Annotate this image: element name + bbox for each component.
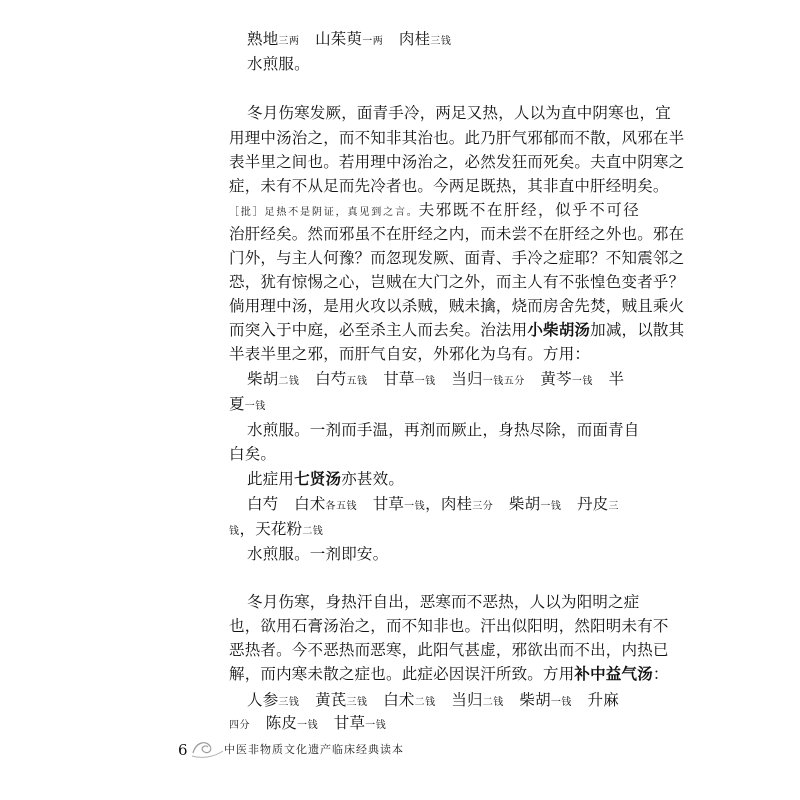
text-segment: 水煎服。一剂即安。 [247, 545, 389, 563]
text-segment: 白芍 [299, 370, 347, 388]
text-segment: 治肝经矣。然而邪虽不在肝经之内，而未尝不在肝经之外也。邪在 [229, 225, 685, 243]
text-line [229, 126, 685, 150]
dosage-annotation: 一钱 [540, 501, 562, 512]
text-line [247, 542, 639, 566]
text-segment: 柴胡 [493, 495, 541, 513]
text-segment: 而突入于中庭，必至杀主人而去矣。治法用 [229, 321, 528, 339]
text-line [229, 662, 669, 686]
text-line [229, 246, 685, 270]
dosage-annotation: 三钱 [346, 697, 368, 708]
text-segment: 半表半里之邪，而肝气自安，外邪化为乌有。方用： [229, 345, 591, 363]
dosage-annotation: 一钱 [414, 376, 436, 387]
text-line [247, 367, 639, 394]
text-line [229, 392, 639, 419]
text-segment: 升麻 [571, 691, 619, 709]
text-segment: 倘用理中汤，是用火攻以杀贼，贼未擒，烧而房舍先焚，贼且乘火 [229, 297, 685, 315]
text-segment: 此症用 [247, 470, 295, 488]
dosage-annotation: 一钱 [550, 697, 572, 708]
text-line [247, 27, 639, 54]
text-segment: 丹皮 [561, 495, 609, 513]
formula-name: 补中益气汤 [574, 664, 653, 683]
text-line [229, 294, 685, 318]
text-segment: 症，未有不从足而先冷者也。今两足既热，其非直中肝经明矣。 [229, 177, 669, 195]
formula-name: 七贤汤 [294, 469, 342, 488]
text-segment: 柴胡 [247, 370, 279, 388]
text-segment: 表半里之间也。若用理中汤治之，必然发狂而死矣。夫直中阴寒之 [229, 153, 685, 171]
dosage-annotation: 一钱 [244, 401, 266, 412]
text-line [229, 222, 685, 246]
text-segment: ： [652, 665, 669, 683]
text-segment: 恶热者。今不恶热而恶寒，此阳气甚虚，邪欲出而不出，内热已 [229, 641, 669, 659]
dosage-annotation: 二钱 [414, 697, 436, 708]
text-line [229, 174, 669, 198]
text-segment: 陈皮 [250, 714, 298, 732]
text-line [229, 318, 685, 342]
text-segment: 白芍 白术 [247, 495, 326, 513]
formula-name: 小柴胡汤 [527, 320, 591, 339]
text-segment: 熟地 [247, 30, 279, 48]
dosage-annotation: 三钱 [430, 36, 452, 47]
text-segment: 冬月伤寒，身热汗自出，恶寒而不恶热，人以为阳明之症 [247, 593, 640, 611]
dosage-annotation: 三分 [472, 501, 494, 512]
commentary-note: ［批］足热不是阴证，真见到之言。 [229, 207, 419, 218]
text-segment: 解，而内寒未散之症也。此症必因误汗所致。方用 [229, 665, 575, 683]
text-segment: 白术 [367, 691, 415, 709]
text-line [229, 638, 669, 662]
text-line [247, 467, 639, 491]
text-segment: 黄芩 [524, 370, 572, 388]
text-line [229, 150, 685, 174]
dosage-annotation: 一钱 [297, 720, 319, 731]
footer-ornament-icon [190, 738, 224, 760]
text-segment: 水煎服。一剂而手温，再剂而厥止，身热尽除，而面青自 [247, 421, 640, 439]
text-segment: 肉桂 [383, 30, 431, 48]
text-segment: 半 [592, 370, 625, 388]
text-line [247, 101, 671, 125]
dosage-annotation: 五钱 [346, 376, 368, 387]
dosage-annotation: 各五钱 [325, 501, 358, 512]
text-segment: 当归 [435, 370, 483, 388]
text-segment: 门外，与主人何豫？而忽现发厥、面青、手冷之症耶？不知震邻之 [229, 249, 685, 267]
text-line [229, 711, 639, 738]
text-segment: 柴胡 [503, 691, 551, 709]
text-line [229, 270, 685, 294]
dosage-annotation: 一钱 [365, 720, 387, 731]
text-line [247, 418, 639, 442]
text-segment: 白矣。 [229, 445, 277, 463]
text-segment: 夫邪既不在肝经，似乎不可径 [418, 201, 639, 219]
text-segment: ，天花粉 [239, 520, 303, 538]
text-segment: 黄芪 [299, 691, 347, 709]
text-line [229, 442, 639, 466]
text-segment: ，肉桂 [425, 495, 473, 513]
text-segment: 甘草 [367, 370, 415, 388]
text-line [247, 590, 639, 614]
dosage-annotation: 四分 [229, 720, 250, 731]
text-segment: 水煎服。 [247, 55, 310, 73]
dosage-annotation: 三两 [278, 36, 300, 47]
book-title-footer: 中医非物质文化遗产临床经典读本 [224, 743, 404, 756]
text-segment: 恐，犹有惊惕之心，岂贼在大门之外，而主人有不张惶色变者乎？ [229, 273, 685, 291]
text-segment: 山茱萸 [299, 30, 363, 48]
text-line [247, 492, 639, 519]
text-segment: 当归 [435, 691, 483, 709]
dosage-annotation: 钱 [229, 526, 240, 537]
text-line [229, 614, 669, 638]
text-segment: 甘草 [357, 495, 405, 513]
text-segment: 也，欲用石膏汤治之，而不知非也。汗出似阳明，然阳明未有不 [229, 617, 669, 635]
page-number: 6 [178, 741, 188, 759]
dosage-annotation: 一两 [362, 36, 384, 47]
dosage-annotation: 二钱 [482, 697, 504, 708]
text-segment: 夏 [229, 395, 245, 413]
dosage-annotation: 三 [608, 501, 619, 512]
text-segment: 加减，以散其 [590, 321, 685, 339]
text-segment: 甘草 [318, 714, 366, 732]
dosage-annotation: 一钱 [404, 501, 426, 512]
dosage-annotation: 一钱五分 [482, 376, 525, 387]
text-line [229, 517, 639, 544]
text-segment: 用理中汤治之，而不知非其治也。此乃肝气邪郁而不散，风邪在半 [229, 129, 685, 147]
text-line [247, 52, 639, 76]
text-segment: 人参 [247, 691, 279, 709]
dosage-annotation: 二钱 [278, 376, 300, 387]
text-line [229, 198, 639, 225]
dosage-annotation: 三钱 [278, 697, 300, 708]
dosage-annotation: 二钱 [302, 526, 324, 537]
text-segment: 亦甚效。 [341, 470, 405, 488]
text-line [229, 342, 639, 366]
text-segment: 冬月伤寒发厥，面青手冷，两足又热，人以为直中阴寒也，宜 [247, 104, 671, 122]
dosage-annotation: 一钱 [571, 376, 593, 387]
